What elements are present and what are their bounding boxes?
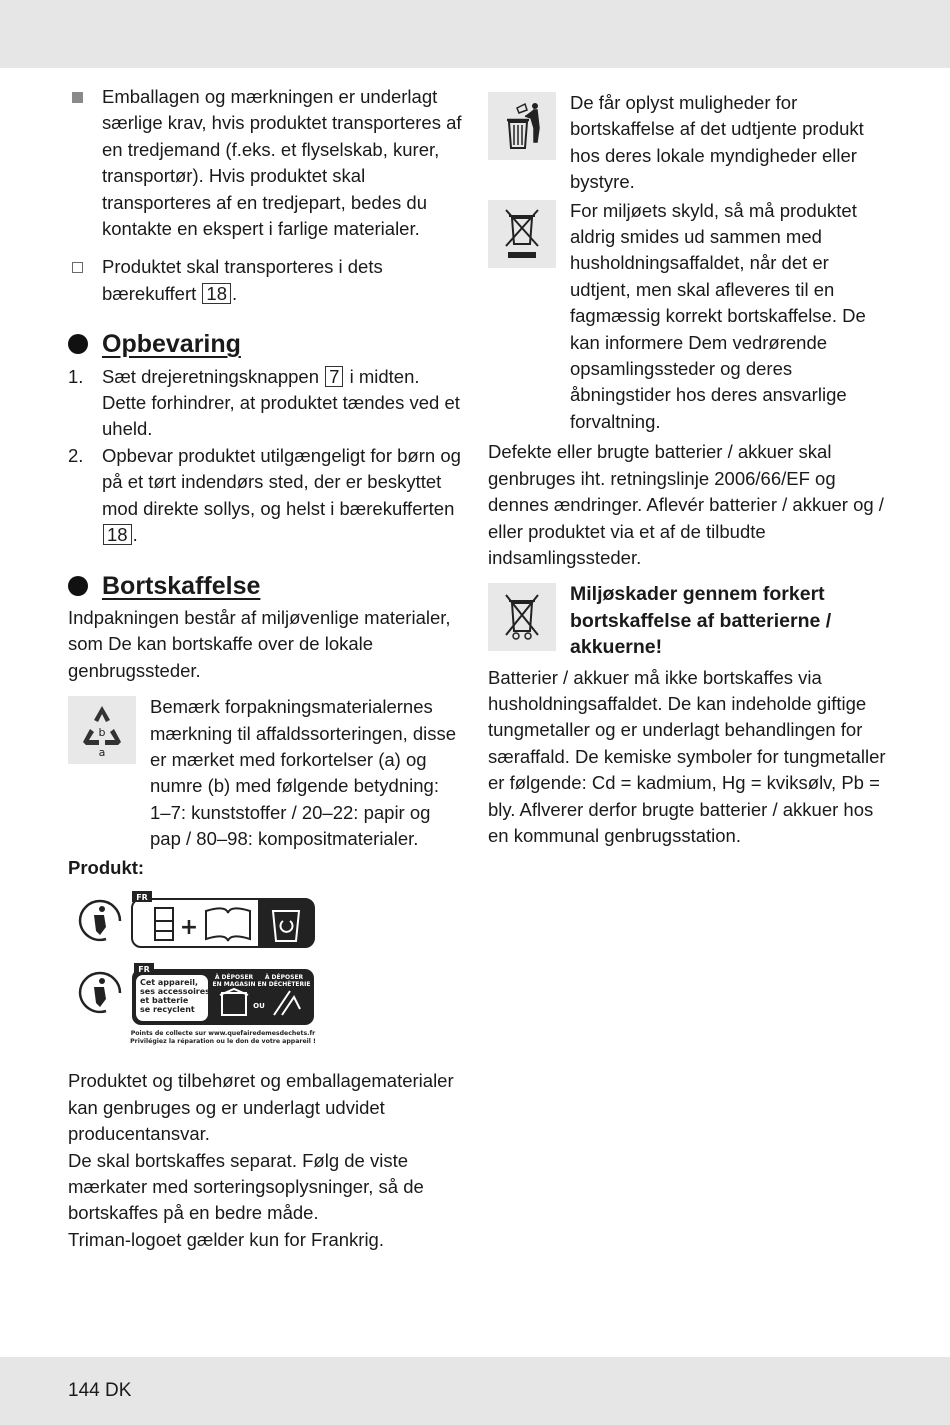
product-label: Produkt:: [68, 856, 145, 878]
heading-text: Bortskaffelse: [102, 571, 261, 600]
left-column: [68, 84, 463, 1253]
bullet-item-packaging-requirements: [68, 84, 463, 242]
svg-text:ses accessoires,: ses accessoires,: [140, 986, 213, 996]
battery-directive-text: Defekte eller brugte batterier / akkuer skal genbruges iht. retningslinje 2006/66/EF og dennes ændringer. Aflevér batterier / akkuer og / eller produktet via et af de tilbudte indsamlingssteder.: [488, 441, 884, 568]
triman-logo: [76, 891, 463, 1058]
bullet-text: Produktet skal transporteres i dets bærekuffert 18 .: [102, 256, 383, 304]
weee-text: For miljøets skyld, så må produktet aldrig smides ud sammen med husholdningsaffaldet, når det er udtjent, men skal afleveres til en fagmæssig korrekt bortskaffelse. De kan informere Dem vedrørende opsamlingssteder og deres åbningstider hos deres ansvarlige forvaltning.: [570, 199, 866, 432]
header-band: [0, 0, 950, 68]
svg-text:EN MAGASIN: EN MAGASIN: [212, 980, 256, 988]
numbered-step-2: [68, 443, 463, 549]
section-heading-storage: [68, 331, 463, 357]
svg-text:EN DÉCHÈTERIE: EN DÉCHÈTERIE: [257, 980, 311, 988]
filled-square-bullet-icon: [68, 84, 102, 110]
svg-text:FR: FR: [138, 964, 150, 974]
bullet-item-carry-case: [68, 254, 463, 307]
crossed-out-battery-bin-icon: [488, 583, 556, 651]
svg-text:FR: FR: [136, 892, 148, 902]
local-authority-info-block: [488, 90, 888, 196]
disposal-intro: Indpakningen består af miljøvenlige materialer, som De kan bortskaffe over de lokale genbrugssteder.: [68, 606, 451, 681]
step-number: 1.: [68, 365, 84, 387]
page-number: 144 DK: [68, 1380, 132, 1401]
svg-text:+: +: [179, 914, 199, 940]
svg-text:Cet appareil,: Cet appareil,: [140, 977, 199, 987]
svg-text:Points de collecte sur www.que: Points de collecte sur www.quefairedemesdechets.fr: [130, 1029, 316, 1037]
svg-text:À DÉPOSER: À DÉPOSER: [214, 973, 254, 981]
svg-text:se recyclent: se recyclent: [140, 1004, 195, 1014]
weee-info-block: [488, 198, 888, 436]
part-reference-box: 18: [202, 283, 231, 304]
svg-text:OU: OU: [253, 1001, 265, 1010]
svg-text:Privilégiez la réparation ou l: Privilégiez la réparation ou le don de votre appareil !: [130, 1037, 316, 1045]
svg-text:a: a: [98, 746, 106, 759]
svg-text:et batterie: et batterie: [140, 995, 189, 1005]
right-column: [488, 90, 888, 849]
bullet-text: Emballagen og mærkningen er underlagt særlige krav, hvis produktet transporteres af en tredjemand (f.eks. et flyselskab, kurer, transportør). Hvis produktet skal transporteres af en tredjepart, bedes du kontakte en ekspert i farlige materialer.: [102, 86, 462, 240]
separate-disposal-text: De skal bortskaffes separat. Følg de viste mærkater med sorteringsoplysninger, så de bortskaffes på en bedre måde.: [68, 1149, 424, 1224]
crossed-out-bin-icon: [488, 200, 556, 268]
part-reference-box: 18: [103, 524, 132, 545]
step-number: 2.: [68, 444, 84, 466]
bin-disposal-icon: [488, 92, 556, 160]
heading-bullet-icon: [68, 576, 88, 596]
footer-band: [0, 1357, 950, 1425]
producer-responsibility-text: Produktet og tilbehøret og emballagematerialer kan genbruges og er underlagt udvidet producentansvar.: [68, 1070, 454, 1145]
heading-bullet-icon: [68, 334, 88, 354]
svg-text:b: b: [98, 726, 106, 740]
step-text: Sæt drejeretningsknappen 7 i midten. Dette forhindrer, at produktet tændes ved et uheld.: [102, 365, 460, 440]
numbered-step-1: [68, 364, 463, 443]
step-text: Opbevar produktet utilgængeligt for børn og på et tørt indendørs sted, der er beskyttet mod direkte sollys, og helst i bærekufferten 18 .: [102, 444, 461, 546]
empty-square-bullet-icon: [68, 254, 102, 280]
part-reference-box: 7: [325, 366, 343, 387]
section-heading-disposal: [68, 573, 463, 599]
heading-text: Opbevaring: [102, 330, 241, 359]
local-authority-text: De får oplyst muligheder for bortskaffelse af det udtjente produkt hos deres lokale myndigheder eller bystyre.: [570, 92, 864, 193]
battery-warning-heading: Miljøskader gennem forkert bortskaffelse af batterierne / akkuerne!: [570, 583, 832, 659]
battery-warning-block: [488, 581, 888, 660]
triman-note: Triman-logoet gælder kun for Frankrig.: [68, 1228, 384, 1250]
recycling-code-text: Bemærk forpakningsmaterialernes mærkning til affaldssorteringen, disse er mærket med forkortelser (a) og numre (b) med følgende betydning: 1–7: kunststoffer / 20–22: papir og pap / 80–98: kompositmaterialer.: [150, 696, 457, 850]
svg-text:À DÉPOSER: À DÉPOSER: [264, 973, 304, 981]
recycling-info-block: [68, 694, 463, 852]
battery-warning-text: Batterier / akkuer må ikke bortskaffes via husholdningsaffaldet. De kan indeholde giftige tungmetaller og er underlagt behandlingen for særaffald. De kemiske symboler for tungmetaller er følgende: Cd = kadmium, Hg = kviksølv, Pb = bly. Aflverer derfor brugte batterier / akkuer hos en kommunal genbrugsstation.: [488, 666, 886, 846]
recycle-triangle-icon: [68, 696, 136, 764]
